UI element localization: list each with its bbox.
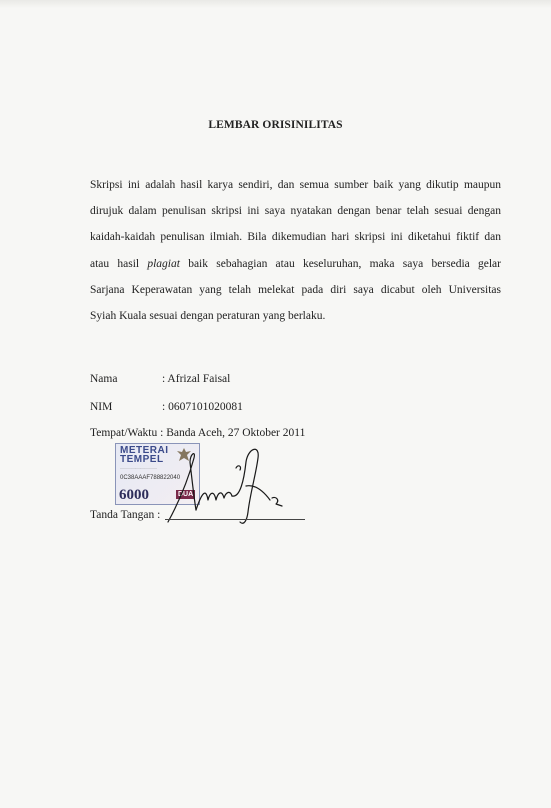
nim-value: : 0607101020081 [162, 401, 243, 413]
paragraph-line: Syiah Kuala sesuai dengan peraturan yang berlaku. [90, 309, 326, 322]
signature-line [165, 519, 305, 520]
stamp-line1: METERAI [120, 445, 169, 456]
nama-row [90, 373, 230, 385]
paragraph-line: kaidah-kaidah penulisan ilmiah. Bila dikemudian hari skripsi ini diketahui fiktif dan [90, 231, 501, 244]
ttd-row [90, 509, 160, 521]
declaration-paragraph [90, 172, 501, 329]
nama-label: Nama [90, 373, 118, 385]
paragraph-line: Skripsi ini adalah hasil karya sendiri, dan semua sumber baik yang dikutip maupun [90, 179, 501, 191]
stamp-fine-print: ...................................... [120, 466, 157, 470]
tempat-row [90, 427, 305, 439]
paragraph-line [90, 251, 501, 277]
document-title: LEMBAR ORISINILITAS [208, 119, 343, 131]
stamp-line2: TEMPEL [120, 454, 164, 465]
stamp-code: 0C38AAAF788822040 [120, 475, 181, 481]
paragraph-text: atau hasil [90, 257, 148, 270]
nama-value: : Afrizal Faisal [162, 373, 231, 385]
nim-label: NIM [90, 401, 113, 413]
scan-edge [0, 0, 551, 8]
tempat-label: Tempat/Waktu [90, 427, 158, 439]
stamp-value: 6000 [119, 487, 149, 503]
tempat-value: : Banda Aceh, 27 Oktober 2011 [160, 427, 306, 439]
paragraph-line: Sarjana Keperawatan yang telah melekat pada diri saya dicabut oleh Universitas [90, 283, 501, 296]
handwritten-signature [160, 440, 300, 530]
nim-row [90, 401, 243, 413]
stamp-dua: DUA [178, 491, 194, 498]
italic-word: plagiat [147, 257, 180, 270]
paragraph-text: baik sebahagian atau keseluruhan, maka saya bersedia gelar [179, 257, 501, 270]
paragraph-line: dirujuk dalam penulisan skripsi ini saya nyatakan dengan benar telah sesuai dengan [90, 205, 501, 218]
ttd-label: Tanda Tangan : [90, 509, 161, 521]
